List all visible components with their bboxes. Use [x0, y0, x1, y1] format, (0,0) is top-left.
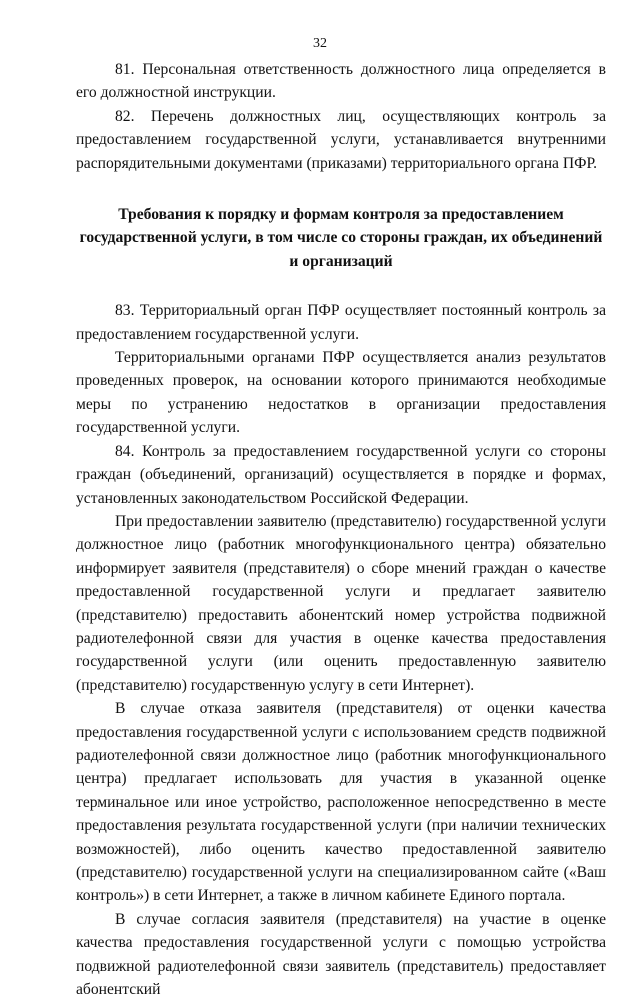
paragraph-82: 82. Перечень должностных лиц, осуществляющих контроль за предоставлением государственной услуги, устанавливается внутренними распорядительными документами (приказами) территориального органа ПФР.	[76, 107, 606, 172]
paragraph-inform: При предоставлении заявителю (представителю) государственной услуги должностное лицо (работник многофункционального центра) обязательно информирует заявителя (представителя) о сборе мнений граждан о качестве предоставленной государственной услуги и предлагает заявителю (представителю) предоставить абонентский номер устройства подвижной радиотелефонной связи для участия в оценке качества предоставления государственной услуги (или оценить предоставленную заявителю (представителю) государственную услугу в сети Интернет).	[76, 512, 606, 694]
section-heading: Требования к порядку и формам контроля за предоставлением государственной услуги, в том числе со стороны граждан, их объединений и организаций	[79, 206, 603, 270]
paragraph-84: 84. Контроль за предоставлением государственной услуги со стороны граждан (объединений, организаций) осуществляется в порядке и формах, установленных законодательством Российской Федерации.	[76, 442, 606, 507]
paragraph-81: 81. Персональная ответственность должностного лица определяется в его должностной инструкции.	[76, 61, 606, 102]
paragraph-83: 83. Территориальный орган ПФР осуществляет постоянный контроль за предоставлением государственной услуги.	[76, 302, 606, 343]
paragraph-analysis: Территориальными органами ПФР осуществляется анализ результатов проведенных проверок, на основании которого принимаются необходимые меры по устранению недостатков в организации предоставления государственной услуги.	[76, 349, 606, 437]
paragraph-consent: В случае согласия заявителя (представителя) на участие в оценке качества предоставления государственной услуги с помощью устройства подвижной радиотелефонной связи заявитель (представитель) предоставляет абонентский	[76, 910, 606, 999]
paragraph-refusal: В случае отказа заявителя (представителя) от оценки качества предоставления государственной услуги с использованием средств подвижной радиотелефонной связи должностное лицо (работник многофункционального центра) предлагает использовать для участия в указанной оценке терминальное или иное устройство, расположенное непосредственно в месте предоставления результата государственной услуги (при наличии технических возможностей), либо оценить качество предоставленной заявителю (представителю) государственной услуги на специализированном сайте («Ваш контроль») в сети Интернет, а также в личном кабинете Единого портала.	[76, 700, 606, 905]
document-body	[76, 58, 606, 1001]
page-number: 32	[313, 36, 327, 51]
